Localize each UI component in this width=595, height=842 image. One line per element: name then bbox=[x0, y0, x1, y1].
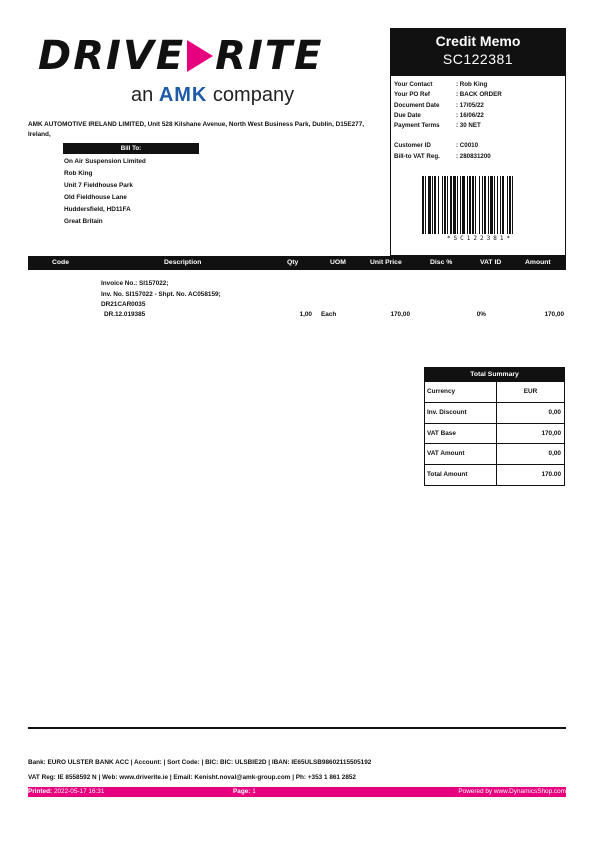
company-address: AMK AUTOMOTIVE IRELAND LIMITED, Unit 528 Kilshane Avenue, North West Business Park, Dublin, D15E277, Ireland, bbox=[28, 121, 365, 138]
barcode-bar bbox=[467, 176, 468, 234]
summary-row-total: Total Amount 170.00 bbox=[425, 464, 564, 485]
memo-number: SC122381 bbox=[442, 51, 514, 67]
memo-field: Bill-to VAT Reg. : 280831200 bbox=[394, 152, 491, 160]
logo-text-left: DRIVE bbox=[38, 33, 186, 79]
credit-memo-box bbox=[390, 28, 566, 256]
bill-to-header: Bill To: bbox=[63, 143, 199, 154]
bill-to-line: Rob King bbox=[64, 170, 93, 178]
col-disc: Disc % bbox=[430, 259, 453, 266]
barcode-bar bbox=[490, 176, 493, 234]
barcode-bar bbox=[422, 176, 424, 234]
bill-to-line: Unit 7 Fieldhouse Park bbox=[64, 182, 133, 190]
memo-field: Your Contact : Rob King bbox=[394, 81, 488, 88]
bill-to-line: On Air Suspension Limited bbox=[64, 158, 146, 165]
items-table-header bbox=[28, 256, 566, 270]
barcode-bar bbox=[469, 176, 471, 234]
barcode-bar bbox=[475, 176, 476, 234]
bill-to-line: Great Britain bbox=[64, 218, 103, 226]
bill-to-line: Old Fieldhouse Lane bbox=[64, 194, 127, 202]
bill-to-address bbox=[64, 156, 146, 229]
barcode-bar bbox=[447, 176, 448, 234]
barcode-bar bbox=[479, 176, 480, 234]
barcode-bar bbox=[444, 176, 446, 234]
item-code: DR.12.019385 bbox=[104, 311, 146, 318]
brand-logo bbox=[38, 32, 324, 112]
summary-row-currency: Currency EUR bbox=[425, 381, 564, 402]
summary-row-vat-amount: VAT Amount 0,00 bbox=[425, 443, 564, 464]
tagline-suffix: company bbox=[212, 84, 295, 106]
barcode-bar bbox=[509, 176, 511, 234]
col-description: Description bbox=[164, 259, 202, 266]
barcode-bar bbox=[484, 176, 486, 234]
barcode-bar bbox=[460, 176, 461, 234]
total-summary-table bbox=[424, 367, 565, 486]
barcode-bar bbox=[472, 176, 474, 234]
col-unit-price: Unit Price bbox=[370, 259, 402, 266]
memo-field: Document Date : 17/05/22 bbox=[394, 101, 484, 109]
barcode-bar bbox=[500, 176, 501, 234]
col-code: Code bbox=[52, 259, 69, 266]
barcode-bar bbox=[488, 176, 489, 234]
item-description-block bbox=[101, 279, 221, 311]
bill-to-line: Huddersfield, HD11FA bbox=[64, 206, 131, 214]
memo-title: Credit Memo bbox=[435, 33, 521, 49]
barcode-bar bbox=[453, 176, 456, 234]
summary-header: Total Summary bbox=[425, 368, 564, 381]
footer-divider bbox=[28, 727, 566, 729]
page-info: Page: 1 bbox=[233, 788, 256, 795]
memo-field: Due Date : 16/06/22 bbox=[394, 111, 484, 119]
logo-arrow-icon bbox=[187, 40, 213, 72]
logo-tagline bbox=[131, 84, 294, 107]
barcode-image bbox=[422, 176, 538, 234]
item-qty: 1,00 bbox=[299, 311, 312, 318]
barcode-bar bbox=[482, 176, 483, 234]
powered-by-link[interactable]: Powered by www.DynamicsShop.com bbox=[458, 788, 566, 795]
item-desc-line: Inv. No. SI157022 - Shpt. No. AC058159; bbox=[101, 290, 221, 298]
barcode-bar bbox=[494, 176, 495, 234]
barcode-bar bbox=[425, 176, 426, 234]
barcode-bar bbox=[497, 176, 498, 234]
col-vat-id: VAT ID bbox=[480, 259, 502, 266]
barcode-bar bbox=[462, 176, 465, 234]
item-desc-line: DR21CAR0035 bbox=[101, 301, 146, 308]
barcode-bar bbox=[442, 176, 443, 234]
barcode-bar bbox=[428, 176, 431, 234]
barcode-bar bbox=[434, 176, 436, 234]
barcode-bar bbox=[507, 176, 508, 234]
footer-contact-info: VAT Reg: IE 8558592 N | Web: www.driverite.ie | Email: Kenisht.noval@amk-group.com | Ph: +353 1 861 2852 bbox=[28, 774, 356, 781]
memo-field: Payment Terms : 30 NET bbox=[394, 122, 481, 130]
printed-info: Printed: 2022-05-17 16:31 bbox=[28, 788, 105, 795]
barcode-bar bbox=[502, 176, 504, 234]
item-desc-line: Invoice No.: SI157022; bbox=[101, 280, 169, 287]
summary-row-vat-base: VAT Base 170,00 bbox=[425, 423, 564, 444]
barcode-bar bbox=[432, 176, 433, 234]
tagline-brand: AMK bbox=[158, 84, 208, 106]
col-uom: UOM bbox=[330, 259, 346, 266]
memo-header bbox=[391, 29, 565, 76]
barcode-bar bbox=[450, 176, 452, 234]
tagline-prefix: an bbox=[131, 84, 154, 106]
item-unit-price: 170,00 bbox=[390, 311, 410, 318]
footer-bank-info: Bank: EURO ULSTER BANK ACC | Account: | Sort Code: | BIC: BIC: ULSBIE2D | IBAN: IE65ULSB98602115505192 bbox=[28, 759, 372, 766]
logo-wordmark bbox=[38, 32, 324, 80]
barcode-bar bbox=[457, 176, 458, 234]
barcode-bar bbox=[512, 176, 513, 234]
memo-field: Customer ID : C0010 bbox=[394, 142, 479, 150]
logo-text-right: RITE bbox=[215, 33, 324, 79]
memo-field: Your PO Ref : BACK ORDER bbox=[394, 91, 502, 99]
memo-details bbox=[394, 80, 502, 162]
item-uom: Each bbox=[321, 311, 337, 318]
barcode-text: *SC122381* bbox=[446, 235, 514, 242]
item-vat-id: 0% bbox=[476, 311, 486, 318]
summary-row-discount: Inv. Discount 0,00 bbox=[425, 402, 564, 423]
barcode-bar bbox=[438, 176, 439, 234]
print-info-bar bbox=[28, 787, 566, 797]
item-amount: 170,00 bbox=[544, 311, 564, 318]
col-amount: Amount bbox=[525, 259, 551, 266]
col-qty: Qty bbox=[287, 259, 299, 266]
